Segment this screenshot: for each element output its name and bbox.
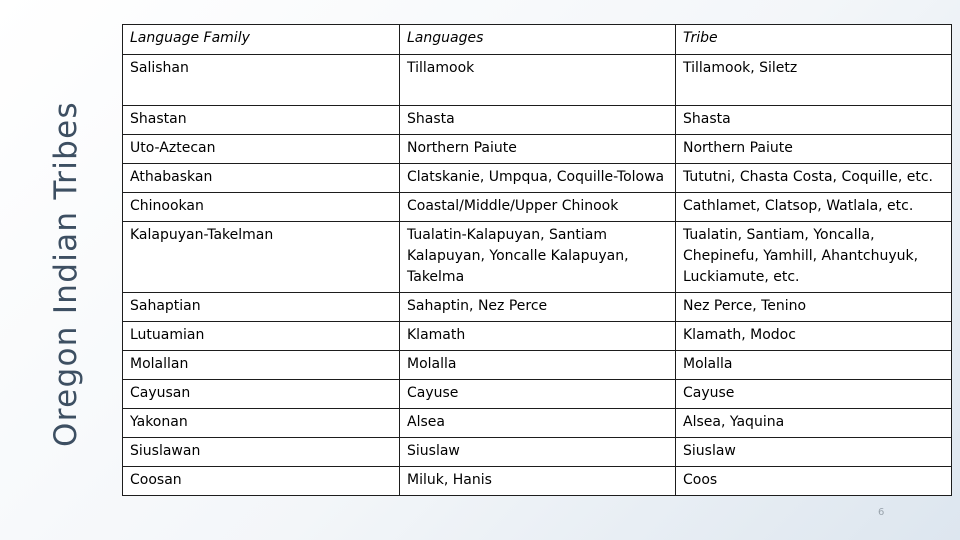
cell-tribe: Cathlamet, Clatsop, Watlala, etc. [676,193,952,222]
cell-language-family: Lutuamian [123,322,400,351]
cell-language-family: Salishan [123,55,400,106]
cell-tribe: Molalla [676,351,952,380]
cell-tribe: Alsea, Yaquina [676,409,952,438]
cell-language-family: Cayusan [123,380,400,409]
cell-language-family: Athabaskan [123,164,400,193]
cell-language-family: Sahaptian [123,293,400,322]
cell-tribe: Shasta [676,106,952,135]
cell-tribe: Coos [676,467,952,496]
cell-languages: Northern Paiute [400,135,676,164]
table-header-row [123,25,952,55]
cell-languages: Coastal/Middle/Upper Chinook [400,193,676,222]
cell-languages: Tillamook [400,55,676,106]
cell-language-family: Uto-Aztecan [123,135,400,164]
cell-tribe: Tualatin, Santiam, Yoncalla, Chepinefu, Yamhill, Ahantchuyuk, Luckiamute, etc. [676,222,952,293]
cell-language-family: Yakonan [123,409,400,438]
cell-language-family: Kalapuyan-Takelman [123,222,400,293]
cell-tribe: Siuslaw [676,438,952,467]
header-tribe: Tribe [676,25,952,55]
table-row [123,164,952,193]
table-row [123,55,952,106]
cell-languages: Cayuse [400,380,676,409]
table-row [123,106,952,135]
header-language-family: Language Family [123,25,400,55]
table-row [123,438,952,467]
table-row [123,222,952,293]
cell-languages: Siuslaw [400,438,676,467]
tribes-table [122,24,952,496]
table-row [123,193,952,222]
cell-language-family: Chinookan [123,193,400,222]
page-number: 6 [878,507,885,518]
table-row [123,351,952,380]
table-row [123,135,952,164]
cell-tribe: Nez Perce, Tenino [676,293,952,322]
cell-languages: Alsea [400,409,676,438]
header-languages: Languages [400,25,676,55]
cell-language-family: Shastan [123,106,400,135]
cell-languages: Clatskanie, Umpqua, Coquille-Tolowa [400,164,676,193]
table-row [123,467,952,496]
cell-languages: Molalla [400,351,676,380]
table-row [123,409,952,438]
cell-languages: Sahaptin, Nez Perce [400,293,676,322]
cell-tribe: Northern Paiute [676,135,952,164]
slide-title-container [48,88,84,460]
cell-tribe: Cayuse [676,380,952,409]
cell-language-family: Siuslawan [123,438,400,467]
cell-tribe: Tillamook, Siletz [676,55,952,106]
cell-language-family: Coosan [123,467,400,496]
cell-languages: Klamath [400,322,676,351]
cell-languages: Shasta [400,106,676,135]
cell-language-family: Molallan [123,351,400,380]
cell-tribe: Tututni, Chasta Costa, Coquille, etc. [676,164,952,193]
cell-languages: Tualatin-Kalapuyan, Santiam Kalapuyan, Yoncalle Kalapuyan, Takelma [400,222,676,293]
cell-tribe: Klamath, Modoc [676,322,952,351]
cell-languages: Miluk, Hanis [400,467,676,496]
table-row [123,293,952,322]
table-row [123,380,952,409]
table-row [123,322,952,351]
slide-title: Oregon Indian Tribes [48,101,84,447]
